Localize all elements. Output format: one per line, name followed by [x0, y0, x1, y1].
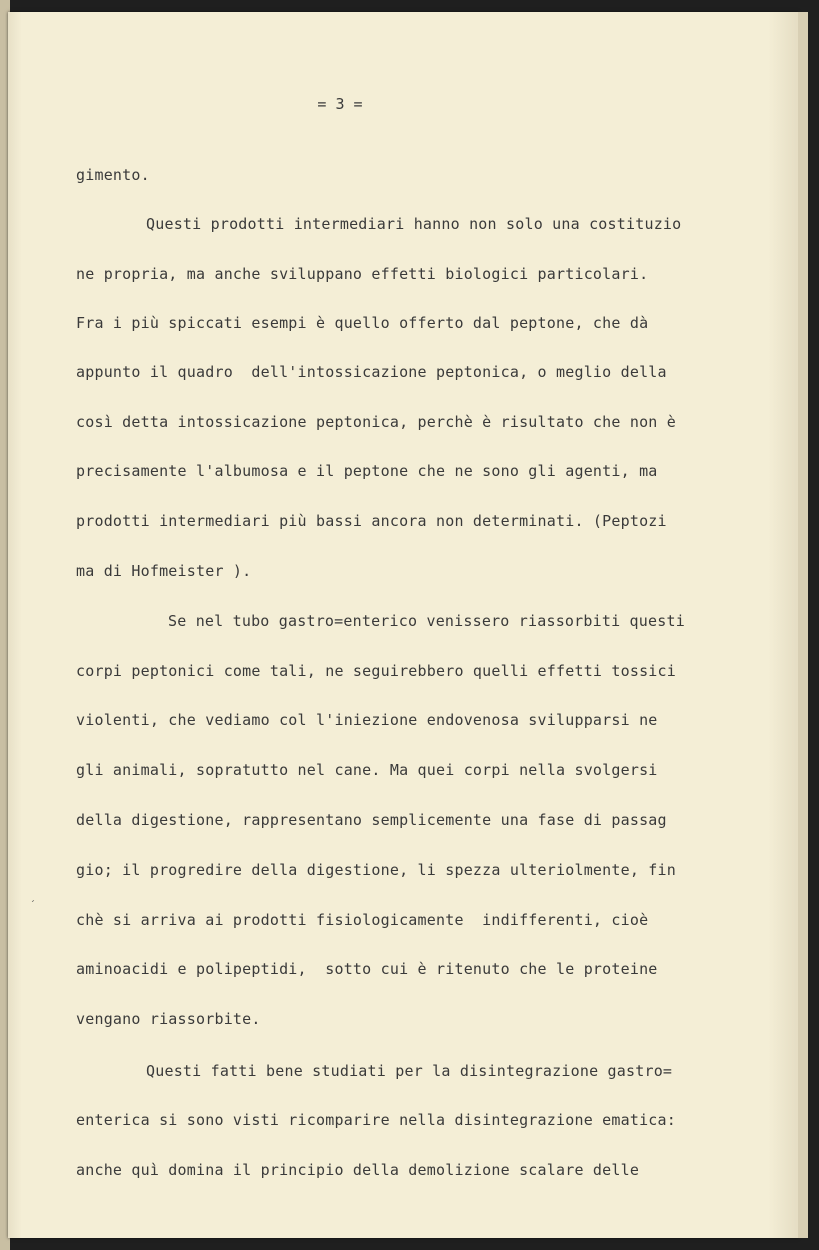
text-line: della digestione, rappresentano semplicemente una fase di passag — [76, 811, 667, 829]
text-line: corpi peptonici come tali, ne seguirebbero quelli effetti tossici — [76, 662, 676, 680]
text-line: gimento. — [76, 166, 150, 184]
text-line: Questi fatti bene studiati per la disintegrazione gastro= — [146, 1062, 673, 1080]
margin-mark: ´ — [30, 900, 35, 911]
text-line: Questi prodotti intermediari hanno non solo una costituzio — [146, 215, 682, 233]
text-line: aminoacidi e polipeptidi, sotto cui è ritenuto che le proteine — [76, 960, 658, 978]
text-line: appunto il quadro dell'intossicazione peptonica, o meglio della — [76, 363, 667, 381]
text-line: Se nel tubo gastro=enterico venissero riassorbiti questi — [168, 612, 685, 630]
text-line: ma di Hofmeister ). — [76, 562, 252, 580]
text-line: anche quì domina il principio della demolizione scalare delle — [76, 1161, 640, 1179]
text-line: ne propria, ma anche sviluppano effetti biologici particolari. — [76, 265, 649, 283]
text-line: gli animali, sopratutto nel cane. Ma quei corpi nella svolgersi — [76, 761, 658, 779]
text-line: prodotti intermediari più bassi ancora non determinati. (Peptozi — [76, 512, 667, 530]
text-line: enterica si sono visti ricomparire nella disintegrazione ematica: — [76, 1111, 676, 1129]
page-number: = 3 = — [317, 95, 363, 113]
text-line: chè si arriva ai prodotti fisiologicamente indifferenti, cioè — [76, 911, 649, 929]
text-line: gio; il progredire della digestione, li spezza ulteriolmente, fin — [76, 861, 676, 879]
text-line: vengano riassorbite. — [76, 1010, 261, 1028]
text-line: violenti, che vediamo col l'iniezione endovenosa svilupparsi ne — [76, 711, 658, 729]
right-page-edge — [798, 12, 808, 1238]
text-line: Fra i più spiccati esempi è quello offerto dal peptone, che dà — [76, 314, 649, 332]
text-line: così detta intossicazione peptonica, perchè è risultato che non è — [76, 413, 676, 431]
text-line: precisamente l'albumosa e il peptone che ne sono gli agenti, ma — [76, 462, 658, 480]
